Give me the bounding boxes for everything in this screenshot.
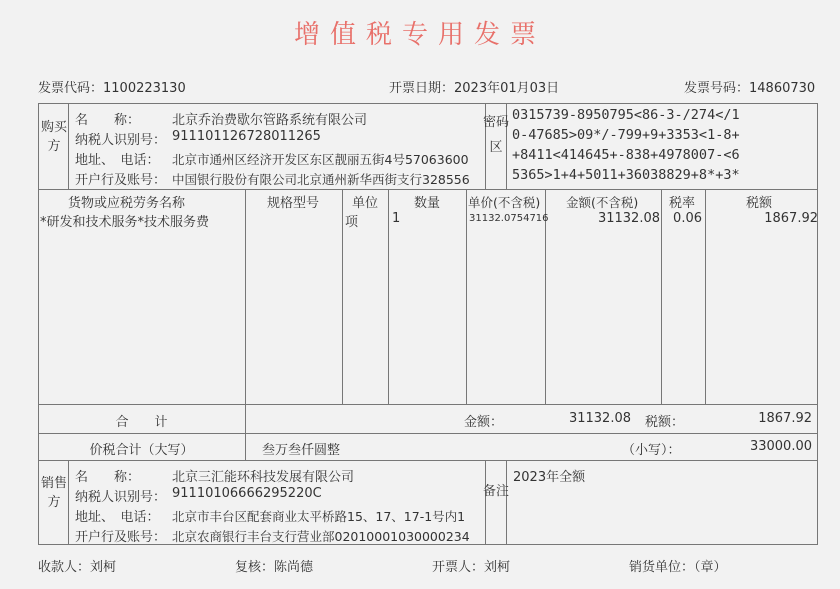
invoice-number-value: 14860730 bbox=[749, 81, 816, 96]
buyer-name: 北京乔治费歇尔管路系统有限公司 bbox=[172, 113, 368, 128]
col-header-tax: 税额 bbox=[746, 196, 773, 211]
cipher-side-label: 密码区 bbox=[482, 115, 509, 155]
item-amount: 31132.08 bbox=[597, 211, 660, 226]
reviewer bbox=[235, 556, 313, 575]
buyer-side-label: 购买方 bbox=[40, 120, 67, 154]
invoice-date-value: 2023年01月03日 bbox=[454, 81, 560, 96]
cipher-line: +8411<414645+-838+4978007-<6 bbox=[512, 147, 740, 163]
cipher-line: 5365>1+4+5011+36038829+8*+3* bbox=[512, 167, 740, 183]
buyer-tax-id: 911101126728011265 bbox=[172, 129, 321, 144]
invoice-code-label: 发票代码： bbox=[38, 81, 104, 96]
drawer-label: 开票人： bbox=[432, 560, 485, 575]
buyer-bank-label: 开户行及账号： bbox=[75, 173, 167, 188]
item-unit: 项 bbox=[345, 215, 359, 230]
col-header-name: 货物或应税劳务名称 bbox=[68, 196, 186, 211]
seller-bank-label: 开户行及账号： bbox=[75, 530, 167, 545]
total-amount: 31132.08 bbox=[568, 411, 631, 426]
cipher-line: 0315739-8950795<86-3-/274</1 bbox=[512, 107, 740, 123]
buyer-tax-id-label: 纳税人识别号： bbox=[75, 133, 167, 148]
invoice-date bbox=[389, 77, 559, 96]
buyer-address: 北京市通州区经济开发区东区靓丽五街4号57063600 bbox=[172, 152, 469, 167]
seller-bank: 北京农商银行丰台支行营业部02010001030000234 bbox=[172, 529, 470, 544]
grand-total-upper: 叁万叁仟圆整 bbox=[262, 443, 341, 458]
grand-total-lower-label: （小写）： bbox=[622, 443, 681, 458]
col-header-spec: 规格型号 bbox=[267, 196, 320, 211]
buyer-name-label: 名 称： bbox=[75, 113, 141, 128]
col-header-price: 单价(不含税) bbox=[468, 195, 541, 210]
reviewer-label: 复核： bbox=[235, 560, 275, 575]
grand-total-lower: 33000.00 bbox=[749, 439, 812, 454]
drawer-value: 刘柯 bbox=[484, 560, 511, 575]
seller-address-label: 地址、 电话： bbox=[75, 510, 160, 525]
cipher-line: 0-47685>09*/-799+9+3353<1-8+ bbox=[512, 127, 740, 143]
col-header-unit: 单位 bbox=[352, 196, 379, 211]
seller-stamp-label: 销货单位：（章） bbox=[629, 560, 727, 575]
drawer bbox=[432, 556, 510, 575]
seller-tax-id: 91110106666295220C bbox=[172, 486, 322, 501]
reviewer-value: 陈尚德 bbox=[274, 560, 314, 575]
total-amount-label: 金额： bbox=[464, 415, 504, 430]
item-qty: 1 bbox=[392, 211, 401, 226]
seller-name: 北京三汇能环科技发展有限公司 bbox=[172, 470, 355, 485]
remark-text: 2023年全额 bbox=[513, 470, 586, 485]
col-header-rate: 税率 bbox=[669, 196, 696, 211]
payee-label: 收款人： bbox=[38, 560, 91, 575]
seller-name-label: 名 称： bbox=[75, 470, 141, 485]
item-rate: 0.06 bbox=[673, 211, 702, 226]
total-tax-label: 税额： bbox=[645, 415, 685, 430]
invoice-date-label: 开票日期： bbox=[389, 81, 455, 96]
total-tax: 1867.92 bbox=[758, 411, 812, 426]
seller-address: 北京市丰台区配套商业太平桥路15、17、17-1号内1 bbox=[172, 509, 466, 524]
invoice-code bbox=[38, 77, 186, 96]
invoice-number-label: 发票号码： bbox=[684, 81, 750, 96]
seller-side-label: 销售方 bbox=[40, 476, 67, 510]
invoice-code-value: 1100223130 bbox=[103, 81, 186, 96]
col-header-amount: 金额(不含税) bbox=[566, 195, 639, 210]
col-header-qty: 数量 bbox=[414, 196, 441, 211]
invoice-number bbox=[684, 77, 815, 96]
item-tax: 1867.92 bbox=[764, 211, 818, 226]
grand-total-label: 价税合计（大写） bbox=[89, 443, 194, 458]
seller-tax-id-label: 纳税人识别号： bbox=[75, 490, 167, 505]
buyer-address-label: 地址、 电话： bbox=[75, 153, 160, 168]
buyer-bank: 中国银行股份有限公司北京通州新华西街支行328556 bbox=[172, 172, 470, 187]
total-label: 合 计 bbox=[115, 415, 168, 430]
item-name: *研发和技术服务*技术服务费 bbox=[40, 215, 210, 230]
remark-side-label: 备注 bbox=[482, 484, 509, 499]
payee bbox=[38, 556, 116, 575]
item-price: 31132.0754716 bbox=[469, 213, 549, 224]
invoice-title: 增值税专用发票 bbox=[293, 20, 546, 50]
payee-value: 刘柯 bbox=[90, 560, 117, 575]
